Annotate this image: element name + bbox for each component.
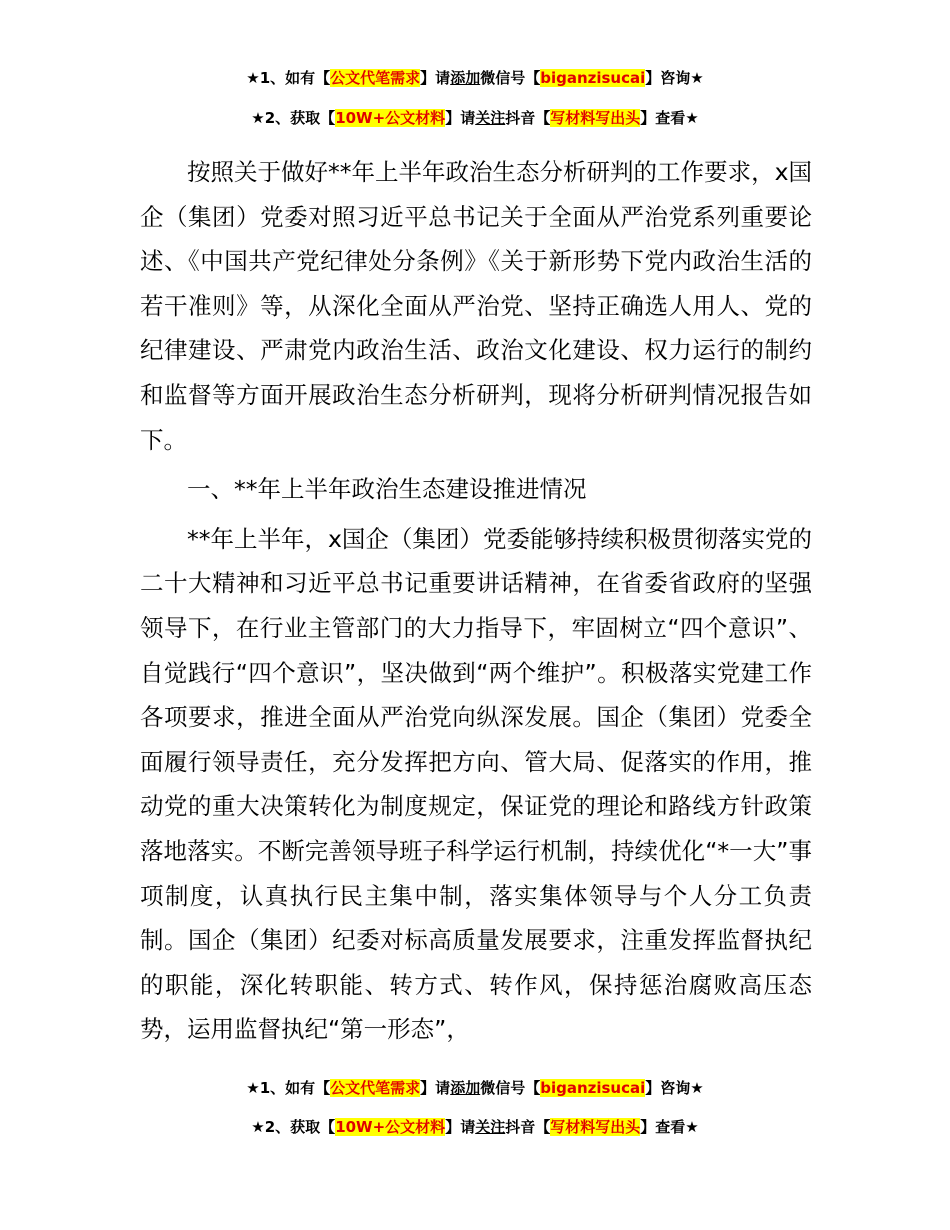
promo-text: ★2、获取【 (251, 109, 336, 127)
promo-highlight: 公文代笔需求 (330, 1079, 421, 1097)
promo-douyin-id: 写材料写出头 (550, 1118, 641, 1136)
promo-text: 】请 (445, 109, 476, 127)
promo-text: 微信号【 (480, 69, 541, 87)
promo-text: 】咨询★ (645, 69, 704, 87)
header-promo-line-2 (0, 107, 950, 129)
promo-wechat-id: biganzisucai (540, 1079, 646, 1097)
promo-text: 抖音【 (505, 109, 551, 127)
document-body (140, 150, 812, 1052)
promo-text: 】请 (420, 69, 451, 87)
promo-underlined: 关注 (475, 1118, 506, 1136)
promo-underlined: 关注 (475, 109, 506, 127)
footer-promo-line-2 (0, 1116, 950, 1138)
promo-text: 微信号【 (480, 1079, 541, 1097)
promo-highlight: 10W+公文材料 (335, 109, 446, 127)
promo-text: 】请 (445, 1118, 476, 1136)
promo-text: 】查看★ (640, 1118, 699, 1136)
promo-text: 】查看★ (640, 109, 699, 127)
promo-douyin-id: 写材料写出头 (550, 109, 641, 127)
promo-text: 】咨询★ (645, 1079, 704, 1097)
promo-underlined: 添加 (450, 1079, 481, 1097)
promo-underlined: 添加 (450, 69, 481, 87)
promo-highlight: 公文代笔需求 (330, 69, 421, 87)
body-paragraph: **年上半年，x国企（集团）党委能够持续积极贯彻落实党的二十大精神和习近平总书记重要讲话精神，在省委省政府的坚强领导下，在行业主管部门的大力指导下，牢固树立“四个意识”、自觉践行“四个意识”，坚决做到“两个维护”。积极落实党建工作各项要求，推进全面从严治党向纵深发展。国企（集团）党委全面履行领导责任，充分发挥把方向、管大局、促落实的作用，推动党的重大决策转化为制度规定，保证党的理论和路线方针政策落地落实。不断完善领导班子科学运行机制，持续优化“*一大”事项制度，认真执行民主集中制，落实集体领导与个人分工负责制。国企（集团）纪委对标高质量发展要求，注重发挥监督执纪的职能，深化转职能、转方式、转作风，保持惩治腐败高压态势，运用监督执纪“第一形态”， (140, 524, 812, 1044)
promo-wechat-id: biganzisucai (540, 69, 646, 87)
promo-text: 】请 (420, 1079, 451, 1097)
promo-highlight: 10W+公文材料 (335, 1118, 446, 1136)
promo-text: ★2、获取【 (251, 1118, 336, 1136)
intro-paragraph: 按照关于做好**年上半年政治生态分析研判的工作要求，x国企（集团）党委对照习近平总书记关于全面从严治党系列重要论述、《中国共产党纪律处分条例》《关于新形势下党内政治生活的若干准则》等，从深化全面从严治党、坚持正确选人用人、党的纪律建设、严肃党内政治生活、政治文化建设、权力运行的制约和监督等方面开展政治生态分析研判，现将分析研判情况报告如下。 (140, 158, 812, 454)
footer-promo-line-1 (0, 1077, 950, 1099)
promo-text: ★1、如有【 (246, 1079, 331, 1097)
promo-text: 抖音【 (505, 1118, 551, 1136)
section-heading: 一、**年上半年政治生态建设推进情况 (187, 475, 587, 504)
promo-text: ★1、如有【 (246, 69, 331, 87)
header-promo-line-1 (0, 67, 950, 89)
